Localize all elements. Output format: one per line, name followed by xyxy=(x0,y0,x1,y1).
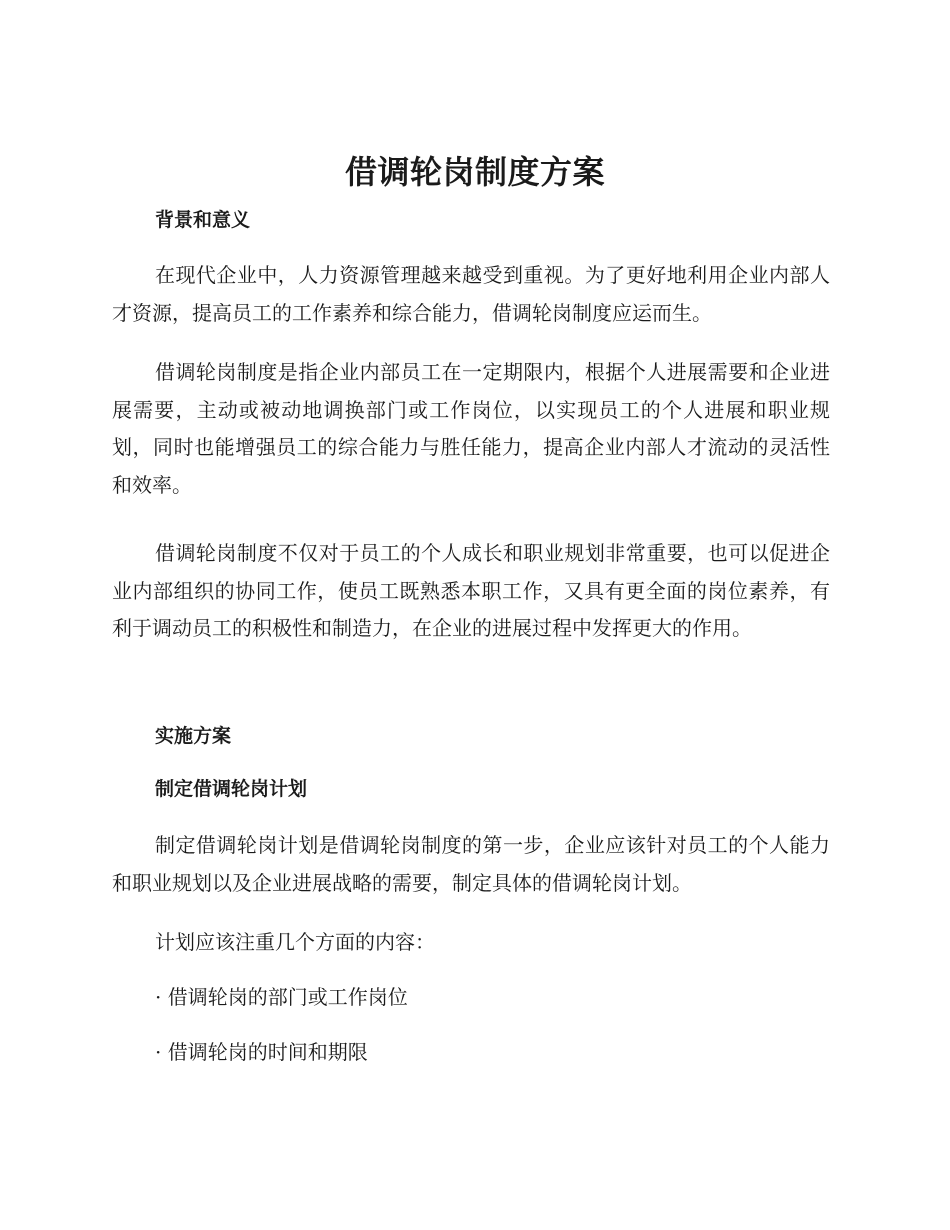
list-item: · 借调轮岗的部门或工作岗位 xyxy=(155,985,408,1009)
paragraph-background-3: 借调轮岗制度不仅对于员工的个人成长和职业规划非常重要，也可以促进企业内部组织的协同工作，使员工既熟悉本职工作，又具有更全面的岗位素养，有利于调动员工的积极性和制造力，在企业的进展过程中发挥更大的作用。 xyxy=(112,541,830,640)
paragraph-plan: 制定借调轮岗计划是借调轮岗制度的第一步，企业应该针对员工的个人能力和职业规划以及企业进展战略的需要，制定具体的借调轮岗计划。 xyxy=(112,833,830,895)
section-heading-background: 背景和意义 xyxy=(155,209,251,231)
list-intro: 计划应该注重几个方面的内容： xyxy=(155,930,435,954)
subsection-heading-plan: 制定借调轮岗计划 xyxy=(155,778,308,800)
paragraph-background-1: 在现代企业中，人力资源管理越来越受到重视。为了更好地利用企业内部人才资源，提高员工的工作素养和综合能力，借调轮岗制度应运而生。 xyxy=(112,263,830,325)
paragraph-background-2: 借调轮岗制度是指企业内部员工在一定期限内，根据个人进展需要和企业进展需要，主动或被动地调换部门或工作岗位，以实现员工的个人进展和职业规划，同时也能增强员工的综合能力与胜任能力，提高企业内部人才流动的灵活性和效率。 xyxy=(112,360,830,497)
document-title: 借调轮岗制度方案 xyxy=(344,153,605,191)
section-heading-implementation: 实施方案 xyxy=(155,725,232,747)
list-item: · 借调轮岗的时间和期限 xyxy=(155,1040,368,1064)
